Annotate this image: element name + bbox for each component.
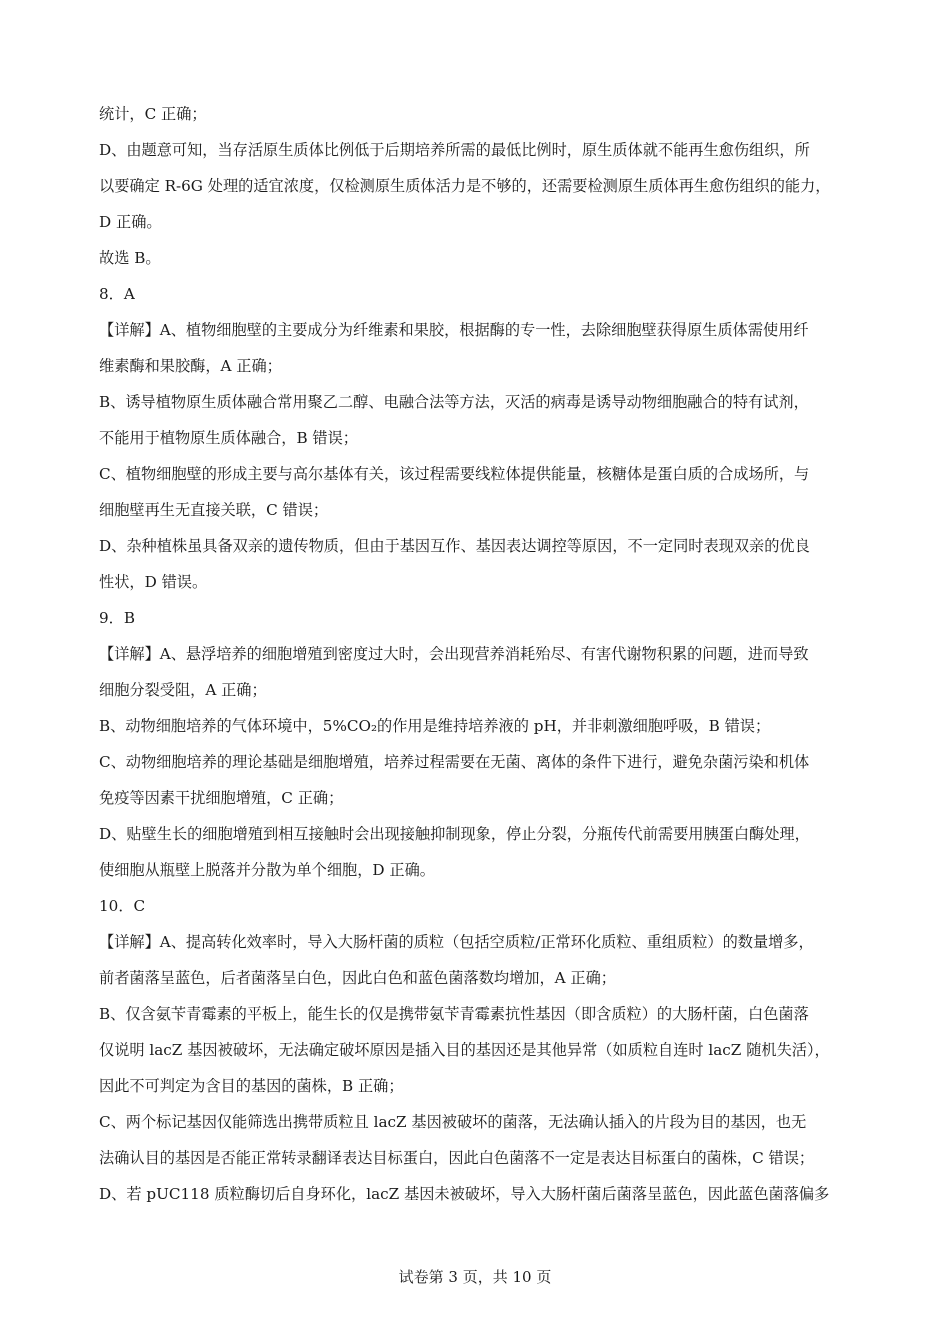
text-line: 不能用于植物原生质体融合，B 错误；: [99, 429, 358, 447]
text-line: D、杂种植株虽具备双亲的遗传物质，但由于基因互作、基因表达调控等原因，不一定同时表现双亲的优良: [99, 537, 810, 555]
text-line: 【详解】A、提高转化效率时，导入大肠杆菌的质粒（包括空质粒/正常环化质粒、重组质粒）的数量增多，: [99, 933, 814, 951]
text-line: C、两个标记基因仅能筛选出携带质粒且 lacZ 基因被破坏的菌落，无法确认插入的片段为目的基因，也无: [99, 1113, 807, 1131]
text-line: D、若 pUC118 质粒酶切后自身环化，lacZ 基因未被破坏，导入大肠杆菌后菌落呈蓝色，因此蓝色菌落偏多: [99, 1185, 830, 1203]
text-line: B、仅含氨苄青霉素的平板上，能生长的仅是携带氨苄青霉素抗性基因（即含质粒）的大肠杆菌，白色菌落: [99, 1005, 809, 1023]
text-line: B、诱导植物原生质体融合常用聚乙二醇、电融合法等方法，灭活的病毒是诱导动物细胞融合的特有试剂，: [99, 393, 809, 411]
question-answer-heading: 9．B: [99, 609, 136, 627]
text-line: 性状，D 错误。: [99, 573, 208, 591]
text-line: C、植物细胞壁的形成主要与高尔基体有关，该过程需要线粒体提供能量，核糖体是蛋白质的合成场所，与: [99, 465, 810, 483]
text-line: 前者菌落呈蓝色，后者菌落呈白色，因此白色和蓝色菌落数均增加，A 正确；: [99, 969, 616, 987]
text-line: 故选 B。: [99, 249, 161, 267]
page-footer: 试卷第 3 页，共 10 页: [398, 1268, 552, 1286]
text-line: B、动物细胞培养的气体环境中，5%CO₂的作用是维持培养液的 pH，并非刺激细胞呼吸，B 错误；: [99, 717, 771, 735]
text-line: 维素酶和果胶酶，A 正确；: [99, 357, 282, 375]
question-answer-heading: 8．A: [99, 285, 135, 303]
text-line: 仅说明 lacZ 基因被破坏，无法确定破坏原因是插入目的基因还是其他异常（如质粒自连时 lacZ 随机失活），: [99, 1041, 830, 1059]
text-line: 免疫等因素干扰细胞增殖，C 正确；: [99, 789, 344, 807]
text-line: 【详解】A、悬浮培养的细胞增殖到密度过大时，会出现营养消耗殆尽、有害代谢物积累的问题，进而导致: [99, 645, 809, 663]
text-line: 法确认目的基因是否能正常转录翻译表达目标蛋白，因此白色菌落不一定是表达目标蛋白的菌株，C 错误；: [99, 1149, 815, 1167]
text-line: 细胞壁再生无直接关联，C 错误；: [99, 501, 329, 519]
text-line: 因此不可判定为含目的基因的菌株，B 正确；: [99, 1077, 404, 1095]
text-line: D 正确。: [99, 213, 162, 231]
text-line: 以要确定 R-6G 处理的适宜浓度，仅检测原生质体活力是不够的，还需要检测原生质体再生愈伤组织的能力，: [99, 177, 831, 195]
text-line: D、由题意可知，当存活原生质体比例低于后期培养所需的最低比例时，原生质体就不能再生愈伤组织，所: [99, 141, 810, 159]
text-line: 统计，C 正确；: [99, 105, 207, 123]
text-line: 使细胞从瓶壁上脱落并分散为单个细胞，D 正确。: [99, 861, 435, 879]
answer-explanation-body: [99, 96, 861, 1212]
question-answer-heading: 10．C: [99, 897, 146, 915]
text-line: C、动物细胞培养的理论基础是细胞增殖，培养过程需要在无菌、离体的条件下进行，避免杂菌污染和机体: [99, 753, 810, 771]
text-line: 细胞分裂受阻，A 正确；: [99, 681, 267, 699]
text-line: D、贴壁生长的细胞增殖到相互接触时会出现接触抑制现象，停止分裂，分瓶传代前需要用胰蛋白酶处理，: [99, 825, 810, 843]
text-line: 【详解】A、植物细胞壁的主要成分为纤维素和果胶，根据酶的专一性，去除细胞壁获得原生质体需使用纤: [99, 321, 809, 339]
